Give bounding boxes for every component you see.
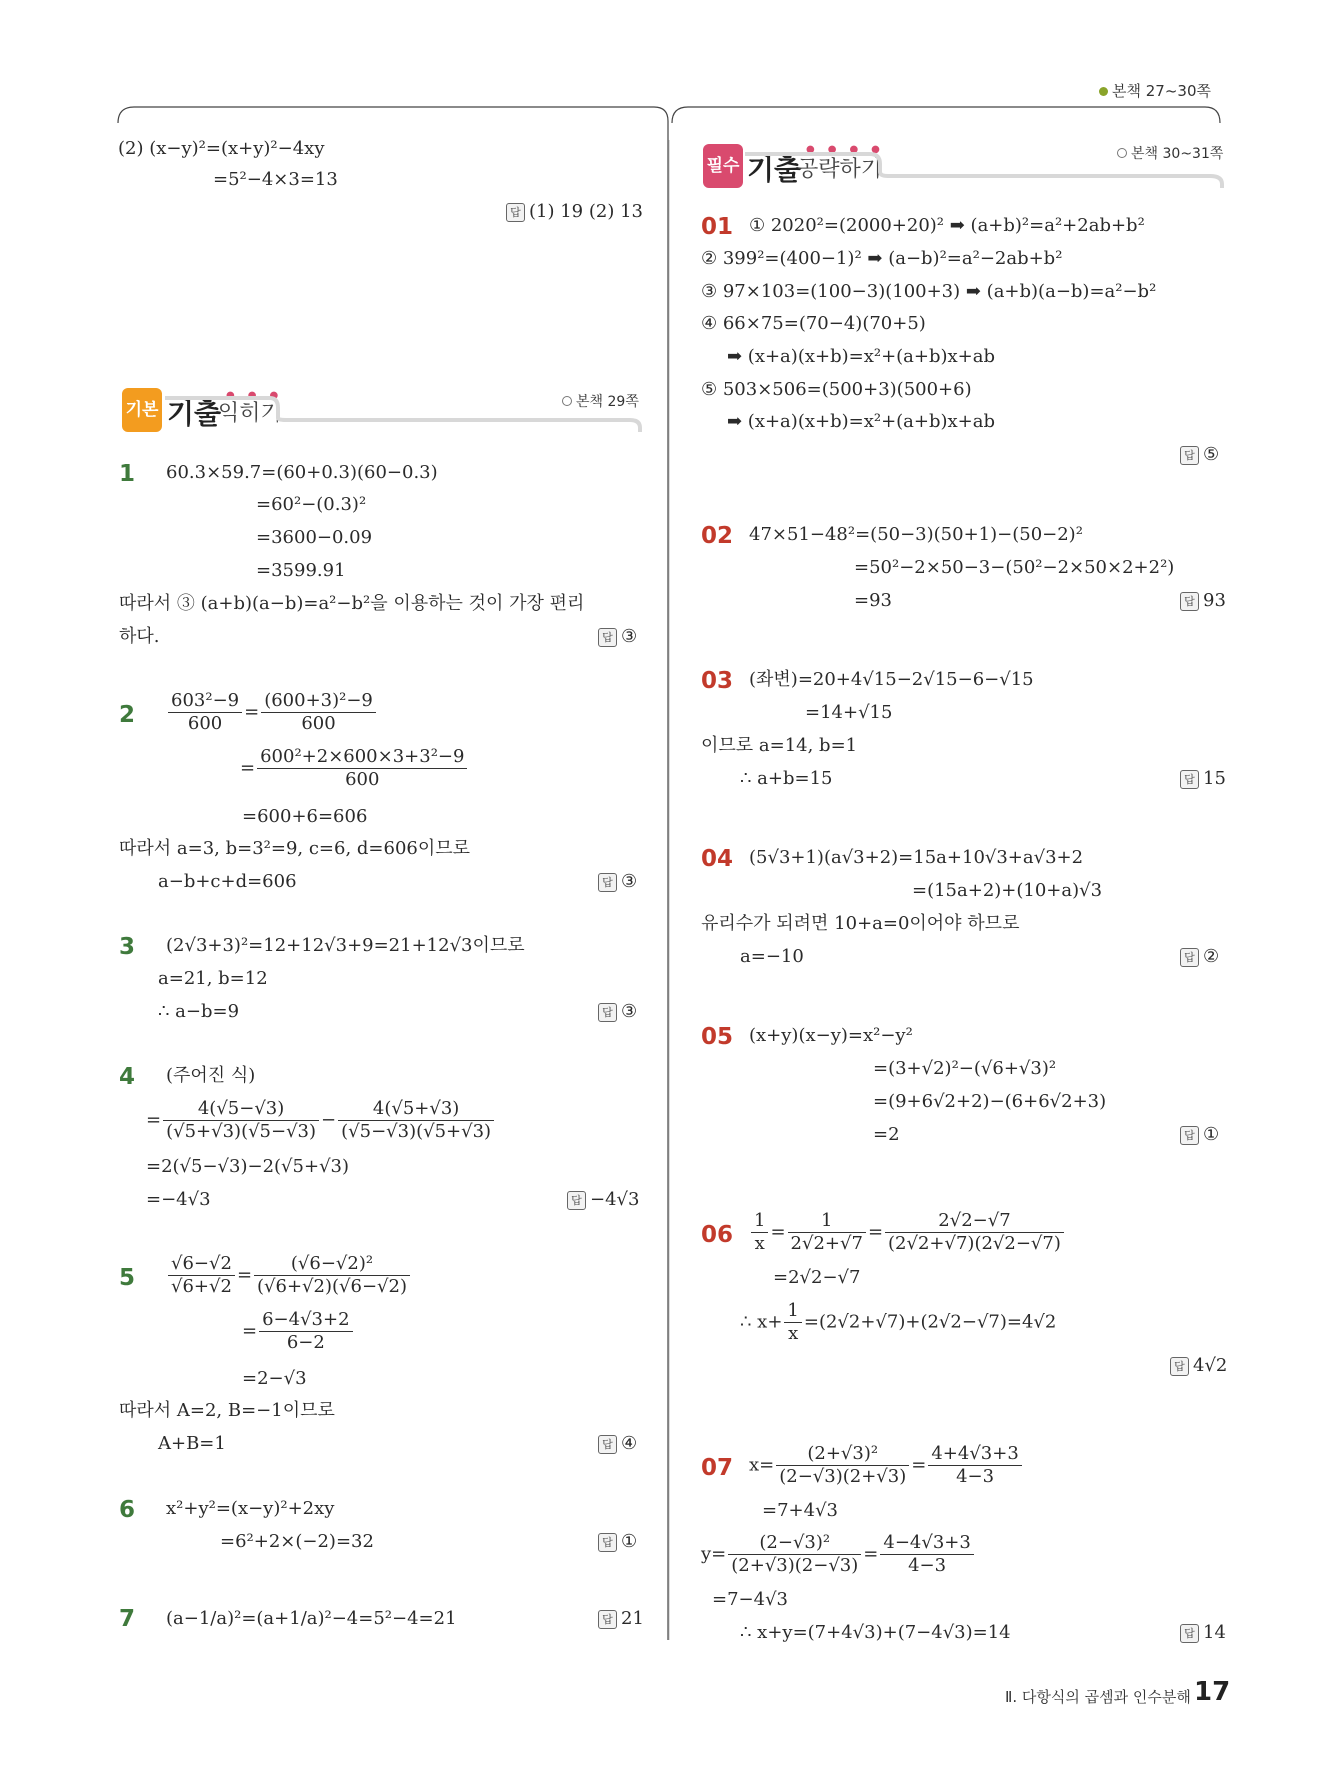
q05-line-4: =2 xyxy=(873,1124,900,1145)
p3-answer: 답 ③ xyxy=(598,1000,637,1024)
p5-line-1: $\frac{√6-√2}{√6+√2}$ = $\frac{\text{(√6−√2)²}}{(√6+√2)(√6-√2)}$ xyxy=(166,1253,412,1298)
p3-line-2: a=21, b=12 xyxy=(158,968,268,989)
fraction: $\frac{\text{(√6−√2)²}}{(√6+√2)(√6-√2)}$ xyxy=(254,1253,410,1298)
fraction: $\frac{1}{x}$ xyxy=(751,1210,768,1255)
footer-chapter: Ⅱ. 다항식의 곱셈과 인수분해 xyxy=(1005,1688,1191,1706)
q03-line-2: =14+√15 xyxy=(805,702,893,723)
basic-banner-ref: 본책 29쪽 xyxy=(562,391,639,411)
answer-icon: 답 xyxy=(598,628,617,647)
answer-icon: 답 xyxy=(598,1435,617,1454)
p2-line-2: = $\frac{\text{600²+2×600×3+3²−9}}{600}$ xyxy=(240,746,469,791)
q04-line-4: a=−10 xyxy=(740,946,804,967)
p3-line-3: ∴ a−b=9 xyxy=(158,1001,240,1022)
page-number: 17 xyxy=(1194,1677,1231,1707)
cont-line-1: (2) (x−y)²=(x+y)²−4xy xyxy=(118,138,325,159)
q06-line-2: =2√2−√7 xyxy=(773,1267,861,1288)
fraction: $\frac{\text{(600+3)²−9}}{600}$ xyxy=(261,690,376,735)
answer-icon: 답 xyxy=(506,203,525,222)
answer-icon: 답 xyxy=(567,1191,586,1210)
answer-icon: 답 xyxy=(1180,948,1199,967)
fraction: $\frac{\text{603²−9}}{600}$ xyxy=(168,690,242,735)
cont-answer: 답 (1) 19 (2) 13 xyxy=(506,200,643,224)
p5-line-5: A+B=1 xyxy=(158,1433,226,1454)
q07-line-1: x= $\frac{\text{(2+√3)²}}{(2-√3)(2+√3)}$ = $\frac{4+4√3+3}{4-3}$ xyxy=(749,1443,1024,1488)
q01-line-5: ➡ (x+a)(x+b)=x²+(a+b)x+ab xyxy=(727,346,996,367)
problem-number: 4 xyxy=(119,1064,136,1090)
q03-line-3: 이므로 a=14, b=1 xyxy=(701,735,858,756)
p2-line-5: a−b+c+d=606 xyxy=(158,871,297,892)
required-banner-title: 기출 xyxy=(747,153,802,186)
answer-icon: 답 xyxy=(598,1003,617,1022)
fraction: $\frac{4-4√3+3}{4-3}$ xyxy=(880,1532,973,1577)
required-banner-ref: 본책 30~31쪽 xyxy=(1117,143,1223,163)
answer-icon: 답 xyxy=(1180,592,1199,611)
basic-banner-title: 기출 xyxy=(167,397,222,430)
q06-line-3: ∴ x+ $\frac{1}{x}$ =(2√2+√7)+(2√2−√7)=4√2 xyxy=(740,1300,1057,1344)
answer-icon: 답 xyxy=(1180,770,1199,789)
answer-icon: 답 xyxy=(1180,1624,1199,1643)
q02-line-3: =93 xyxy=(854,590,892,611)
p1-answer: 답 ③ xyxy=(598,625,637,649)
fraction: $\frac{4+4√3+3}{4-3}$ xyxy=(928,1443,1021,1488)
q06-line-1: $\frac{1}{x}$ = $\frac{1}{2√2+√7}$ = $\frac{2√2-√7}{(2√2+√7)(2√2-√7)}$ xyxy=(749,1210,1066,1255)
basic-badge: 기본 xyxy=(122,388,162,432)
p6-line-1: x²+y²=(x−y)²+2xy xyxy=(166,1498,335,1519)
q01-line-3: ③ 97×103=(100−3)(100+3) ➡ (a+b)(a−b)=a²−b² xyxy=(701,281,1157,302)
answer-icon: 답 xyxy=(598,1610,617,1629)
answer-icon: 답 xyxy=(598,1533,617,1552)
answer-icon: 답 xyxy=(1180,1126,1199,1145)
problem-number: 2 xyxy=(119,702,136,728)
problem-number: 1 xyxy=(119,461,136,487)
q03-answer: 답 15 xyxy=(1180,767,1226,791)
p6-line-2: =6²+2×(−2)=32 xyxy=(220,1531,374,1552)
fraction: $\frac{4(√5-√3)}{(√5+√3)(√5-√3)}$ xyxy=(163,1098,319,1143)
p7-line-1: (a−1/a)²=(a+1/a)²−4=5²−4=21 xyxy=(166,1608,457,1629)
q02-answer: 답 93 xyxy=(1180,589,1226,613)
q07-line-3: y= $\frac{\text{(2−√3)²}}{(2+√3)(2-√3)}$ = $\frac{4-4√3+3}{4-3}$ xyxy=(701,1532,976,1577)
fraction: $\frac{2√2-√7}{(2√2+√7)(2√2-√7)}$ xyxy=(885,1210,1064,1255)
problem-number: 5 xyxy=(119,1265,136,1291)
q04-line-3: 유리수가 되려면 10+a=0이어야 하므로 xyxy=(701,913,1020,934)
p1-line-6: 하다. xyxy=(119,626,160,647)
q07-line-4: =7−4√3 xyxy=(712,1589,788,1610)
p4-line-3: =2(√5−√3)−2(√5+√3) xyxy=(146,1156,350,1177)
p1-line-1: 60.3×59.7=(60+0.3)(60−0.3) xyxy=(166,462,438,483)
fraction: $\frac{1}{x}$ xyxy=(784,1300,801,1345)
cont-line-2: =5²−4×3=13 xyxy=(213,169,338,190)
q03-line-4: ∴ a+b=15 xyxy=(740,768,833,789)
p7-answer: 답 21 xyxy=(598,1607,644,1631)
q01-line-1: ① 2020²=(2000+20)² ➡ (a+b)²=a²+2ab+b² xyxy=(749,215,1145,236)
question-number: 06 xyxy=(701,1222,734,1248)
problem-number: 3 xyxy=(119,934,136,960)
p4-line-2: = $\frac{4(√5-√3)}{(√5+√3)(√5-√3)}$ − $\frac{4(√5+√3)}{(√5-√3)(√5+√3)}$ xyxy=(146,1098,496,1143)
q05-line-3: =(9+6√2+2)−(6+6√2+3) xyxy=(873,1091,1107,1112)
p2-line-3: =600+6=606 xyxy=(242,806,368,827)
p2-line-1: $\frac{\text{603²−9}}{600}$ = $\frac{\text{(600+3)²−9}}{600}$ xyxy=(166,690,378,735)
question-number: 07 xyxy=(701,1455,734,1481)
p4-line-4: =−4√3 xyxy=(146,1189,211,1210)
q01-line-6: ⑤ 503×506=(500+3)(500+6) xyxy=(701,379,972,400)
basic-banner-sub: 익히기 xyxy=(218,401,282,426)
p1-line-2: =60²−(0.3)² xyxy=(256,494,367,515)
ref-circle-icon xyxy=(1117,148,1127,158)
question-number: 02 xyxy=(701,523,734,549)
p6-answer: 답 ① xyxy=(598,1530,637,1554)
basic-banner-dots: ●●● xyxy=(226,390,292,401)
problem-number: 7 xyxy=(119,1606,136,1632)
q05-line-2: =(3+√2)²−(√6+√3)² xyxy=(873,1058,1057,1079)
required-banner-sub: 공략하기 xyxy=(797,157,883,182)
fraction: $\frac{6-4√3+2}{6-2}$ xyxy=(259,1309,352,1354)
q01-answer: 답 ⑤ xyxy=(1180,443,1219,467)
q01-line-7: ➡ (x+a)(x+b)=x²+(a+b)x+ab xyxy=(727,411,996,432)
q04-line-2: =(15a+2)+(10+a)√3 xyxy=(912,880,1103,901)
p4-answer: 답 −4√3 xyxy=(567,1188,639,1212)
fraction: $\frac{1}{2√2+√7}$ xyxy=(788,1210,866,1255)
p2-answer: 답 ③ xyxy=(598,870,637,894)
p2-line-4: 따라서 a=3, b=3²=9, c=6, d=606이므로 xyxy=(119,838,471,859)
p1-line-3: =3600−0.09 xyxy=(256,527,373,548)
q04-line-1: (5√3+1)(a√3+2)=15a+10√3+a√3+2 xyxy=(749,847,1084,868)
q01-line-2: ② 399²=(400−1)² ➡ (a−b)²=a²−2ab+b² xyxy=(701,248,1063,269)
q06-answer: 답 4√2 xyxy=(1170,1354,1227,1378)
question-number: 03 xyxy=(701,668,734,694)
p5-line-4: 따라서 A=2, B=−1이므로 xyxy=(119,1400,335,1421)
p5-line-2: = $\frac{6-4√3+2}{6-2}$ xyxy=(242,1309,355,1354)
q04-answer: 답 ② xyxy=(1180,945,1219,969)
answer-icon: 답 xyxy=(1170,1357,1189,1376)
q07-answer: 답 14 xyxy=(1180,1621,1226,1645)
fraction: $\frac{\text{(2−√3)²}}{(2+√3)(2-√3)}$ xyxy=(728,1532,861,1577)
p3-line-1: (2√3+3)²=12+12√3+9=21+12√3이므로 xyxy=(166,935,525,956)
q02-line-2: =50²−2×50−3−(50²−2×50×2+2²) xyxy=(854,557,1175,578)
header-book-ref: 본책 27~30쪽 xyxy=(1099,80,1211,101)
fraction: $\frac{4(√5+√3)}{(√5-√3)(√5+√3)}$ xyxy=(338,1098,494,1143)
problem-number: 6 xyxy=(119,1497,136,1523)
q07-line-2: =7+4√3 xyxy=(762,1500,838,1521)
q01-line-4: ④ 66×75=(70−4)(70+5) xyxy=(701,313,926,334)
p1-line-4: =3599.91 xyxy=(256,560,346,581)
fraction: $\frac{√6-√2}{√6+√2}$ xyxy=(168,1253,235,1298)
answer-icon: 답 xyxy=(1180,446,1199,465)
required-banner-dots: ●●●● xyxy=(806,144,893,155)
q02-line-1: 47×51−48²=(50−3)(50+1)−(50−2)² xyxy=(749,524,1083,545)
fraction: $\frac{\text{(2+√3)²}}{(2-√3)(2+√3)}$ xyxy=(776,1443,909,1488)
question-number: 01 xyxy=(701,214,734,240)
fraction: $\frac{\text{600²+2×600×3+3²−9}}{600}$ xyxy=(257,746,467,791)
answer-icon: 답 xyxy=(598,873,617,892)
p5-line-3: =2−√3 xyxy=(242,1368,307,1389)
p4-line-1: (주어진 식) xyxy=(166,1065,256,1086)
p1-line-5: 따라서 ③ (a+b)(a−b)=a²−b²을 이용하는 것이 가장 편리 xyxy=(119,593,585,614)
q03-line-1: (좌변)=20+4√15−2√15−6−√15 xyxy=(749,669,1034,690)
p5-answer: 답 ④ xyxy=(598,1432,637,1456)
q05-line-1: (x+y)(x−y)=x²−y² xyxy=(749,1025,913,1046)
q05-answer: 답 ① xyxy=(1180,1123,1219,1147)
question-number: 05 xyxy=(701,1024,734,1050)
required-badge: 필수 xyxy=(703,144,743,188)
q07-line-5: ∴ x+y=(7+4√3)+(7−4√3)=14 xyxy=(740,1622,1011,1643)
question-number: 04 xyxy=(701,846,734,872)
